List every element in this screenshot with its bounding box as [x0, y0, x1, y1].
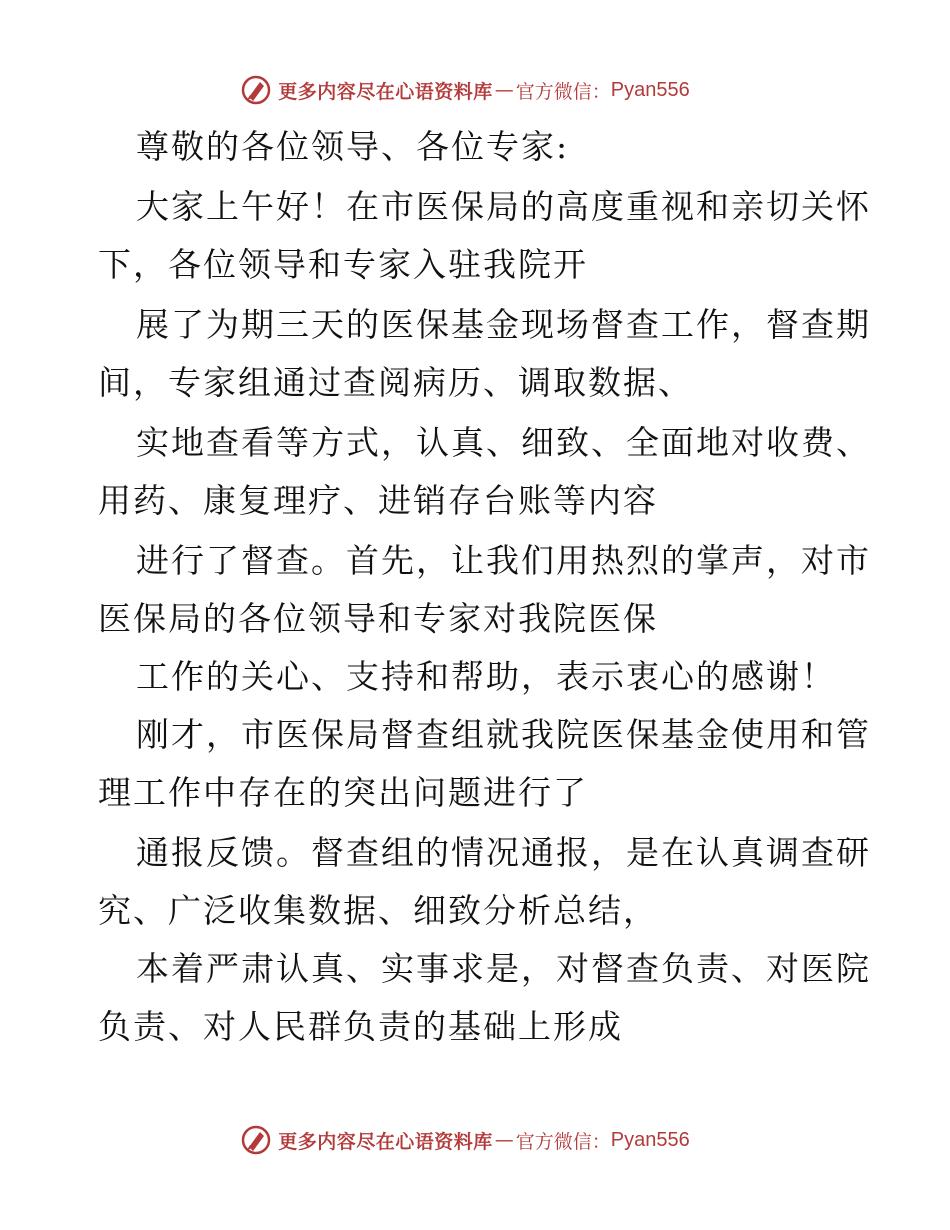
footer-banner — [0, 1120, 950, 1160]
pen-nib-logo-icon — [240, 1124, 272, 1156]
paragraph-line-15: 本着严肃认真、实事求是，对督查负责、对医院 — [136, 949, 871, 988]
footer-banner-content — [240, 1124, 690, 1156]
footer-wechat-id: Pyan556 — [610, 1128, 690, 1151]
header-banner-text: 更多内容尽在心语资料库 — [278, 80, 493, 103]
paragraph-line-3: 下，各位领导和专家入驻我院开 — [98, 245, 588, 284]
paragraph-line-11: 刚才，市医保局督查组就我院医保基金使用和管 — [136, 715, 871, 754]
paragraph-line-16: 负责、对人民群负责的基础上形成 — [98, 1007, 623, 1046]
footer-banner-text: 更多内容尽在心语资料库 — [278, 1130, 493, 1153]
header-wechat-id: Pyan556 — [610, 78, 690, 101]
footer-banner-dash: — — [494, 1129, 514, 1151]
footer-wechat-label: 官方微信： — [515, 1130, 611, 1153]
paragraph-line-6: 实地查看等方式，认真、细致、全面地对收费、 — [136, 423, 871, 462]
pen-nib-logo-icon — [240, 74, 272, 106]
paragraph-line-12: 理工作中存在的突出问题进行了 — [98, 773, 588, 812]
header-banner-content — [240, 74, 690, 106]
paragraph-line-8: 进行了督查。首先，让我们用热烈的掌声，对市 — [136, 541, 871, 580]
paragraph-line-7: 用药、康复理疗、进销存台账等内容 — [98, 481, 658, 520]
paragraph-line-10: 工作的关心、支持和帮助，表示衷心的感谢！ — [136, 657, 836, 696]
paragraph-line-2: 大家上午好！在市医保局的高度重视和亲切关怀 — [136, 187, 871, 226]
paragraph-line-5: 间，专家组通过查阅病历、调取数据、 — [98, 363, 693, 402]
header-banner — [0, 70, 950, 110]
paragraph-line-1: 尊敬的各位领导、各位专家: — [136, 127, 570, 166]
paragraph-line-9: 医保局的各位领导和专家对我院医保 — [98, 599, 658, 638]
header-wechat-label: 官方微信： — [515, 80, 611, 103]
paragraph-line-13: 通报反馈。督查组的情况通报，是在认真调查研 — [136, 833, 871, 872]
header-banner-dash: — — [494, 79, 514, 101]
paragraph-line-4: 展了为期三天的医保基金现场督查工作，督查期 — [136, 305, 871, 344]
paragraph-line-14: 究、广泛收集数据、细致分析总结， — [98, 891, 658, 930]
